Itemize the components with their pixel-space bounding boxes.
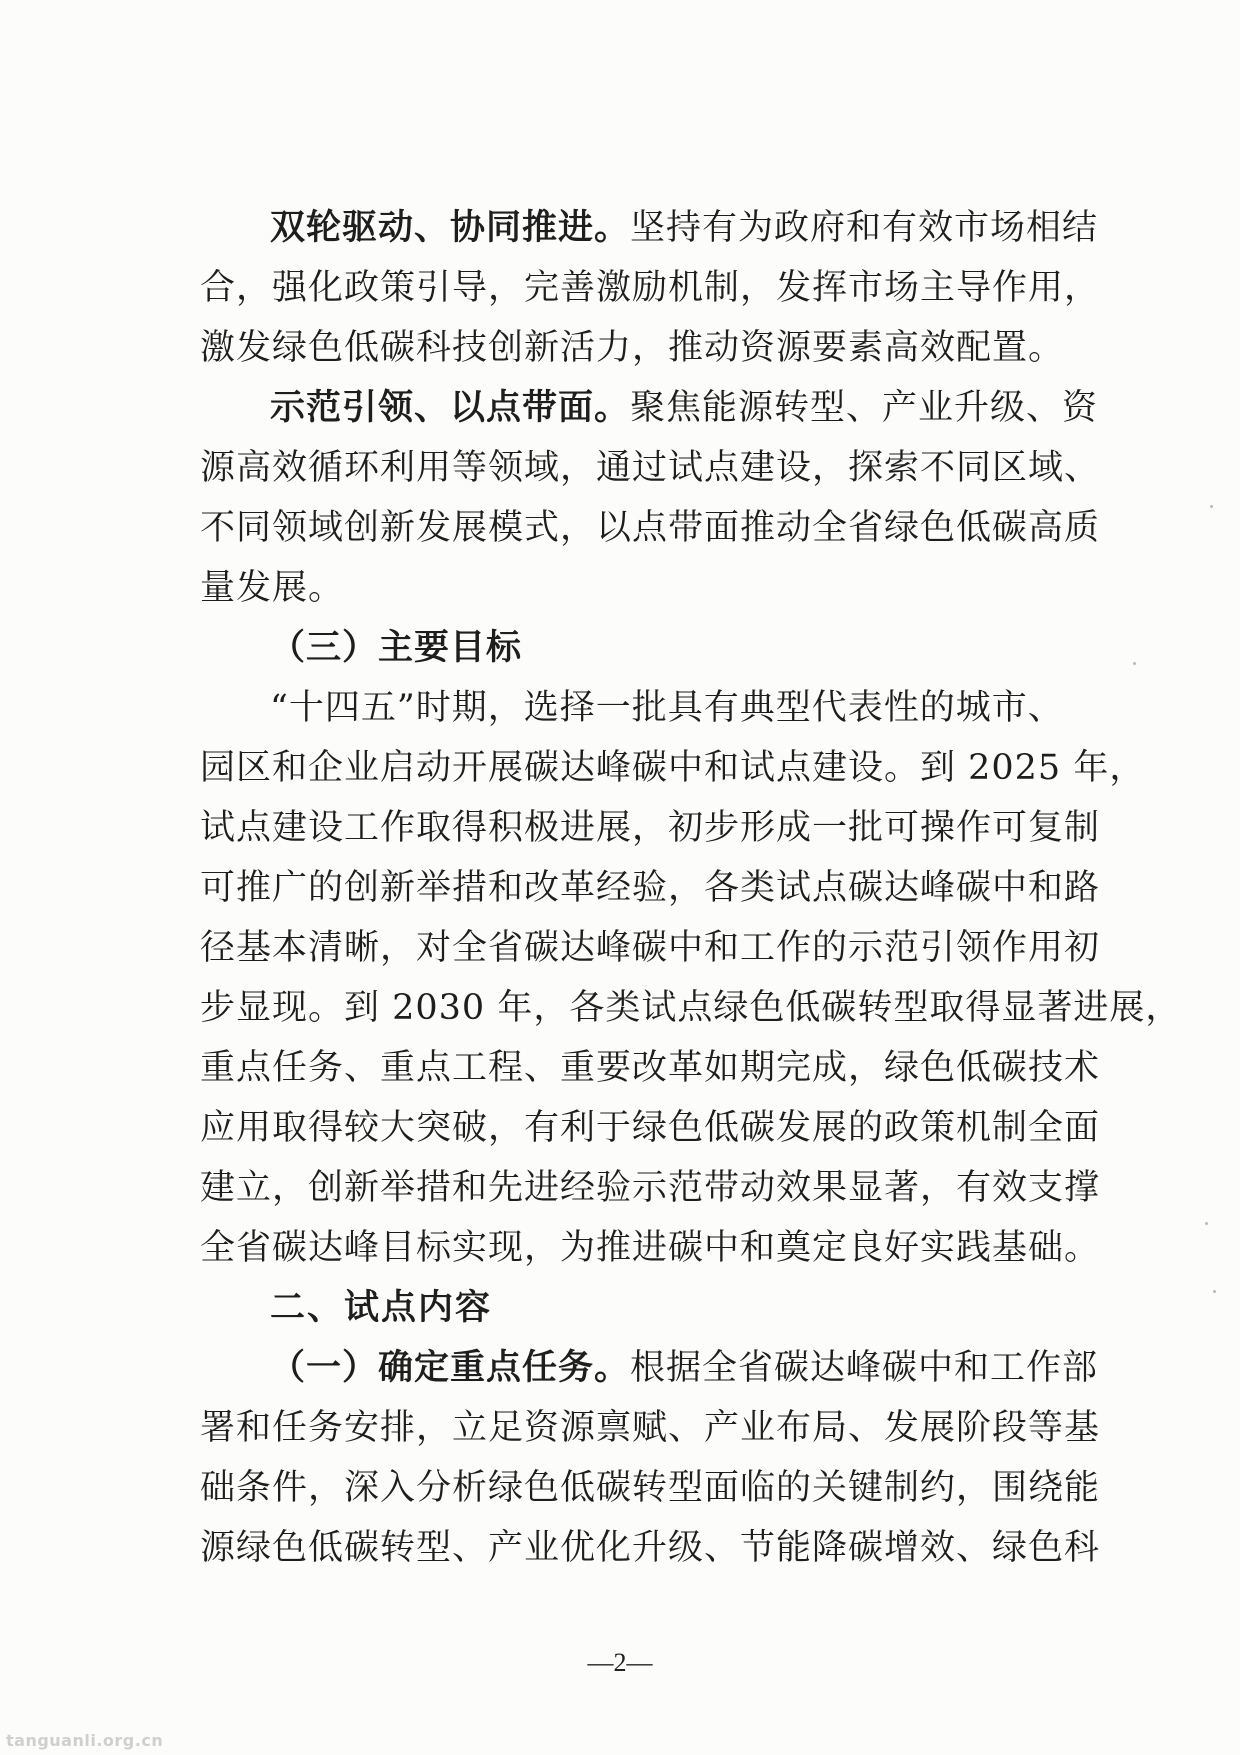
text-line: 署和任务安排，立足资源禀赋、产业布局、发展阶段等基 (200, 1408, 1101, 1448)
text-line: 可推广的创新举措和改革经验，各类试点碳达峰碳中和路 (200, 868, 1101, 908)
page-number: —2— (587, 1648, 653, 1677)
text-line: 量发展。 (200, 568, 345, 608)
text-line: 不同领域创新发展模式，以点带面推动全省绿色低碳高质 (200, 508, 1101, 548)
scan-speck (1213, 1290, 1216, 1293)
watermark: tanguanli.org.cn (6, 1731, 164, 1750)
text-line: 应用取得较大突破，有利于绿色低碳发展的政策机制全面 (200, 1108, 1101, 1148)
scan-speck (1210, 505, 1213, 508)
text-line: 试点建设工作取得积极进展，初步形成一批可操作可复制 (200, 808, 1101, 848)
text-line: 础条件，深入分析绿色低碳转型面临的关键制约，围绕能 (200, 1468, 1101, 1508)
text-line: 双轮驱动、协同推进。坚持有为政府和有效市场相结 (270, 207, 1099, 248)
paragraph-lead: 双轮驱动、协同推进。 (270, 207, 631, 248)
paragraph-dual-drive (200, 198, 1101, 378)
document-body (200, 198, 1182, 1578)
text-line: 径基本清晰，对全省碳达峰碳中和工作的示范引领作用初 (200, 928, 1101, 968)
text-line: 源高效循环利用等领域，通过试点建设，探索不同区域、 (200, 448, 1101, 488)
subheading-main-goals: （三）主要目标 (270, 627, 523, 668)
text-line: 合，强化政策引导，完善激励机制，发挥市场主导作用， (200, 268, 1101, 308)
text-line: “十四五”时期，选择一批具有典型代表性的城市、 (270, 688, 1064, 728)
paragraph-lead: （一）确定重点任务。 (270, 1347, 631, 1388)
paragraph-demonstration (200, 378, 1101, 618)
text-line: 源绿色低碳转型、产业优化升级、节能降碳增效、绿色科 (200, 1528, 1101, 1568)
paragraph-goals (200, 678, 1182, 1278)
text-line: （一）确定重点任务。根据全省碳达峰碳中和工作部 (270, 1347, 1099, 1388)
text-line: 步显现。到 2030 年，各类试点绿色低碳转型取得显著进展， (200, 988, 1182, 1028)
text-line: 建立，创新举措和先进经验示范带动效果显著，有效支撑 (200, 1168, 1101, 1208)
text-line: 示范引领、以点带面。聚焦能源转型、产业升级、资 (270, 387, 1099, 428)
text-line: 激发绿色低碳科技创新活力，推动资源要素高效配置。 (200, 328, 1065, 368)
text-line: 全省碳达峰目标实现，为推进碳中和奠定良好实践基础。 (200, 1228, 1101, 1268)
paragraph-lead: 示范引领、以点带面。 (270, 387, 631, 428)
text-line: 园区和企业启动开展碳达峰碳中和试点建设。到 2025 年， (200, 748, 1146, 788)
section-heading-pilot-content: 二、试点内容 (270, 1288, 493, 1328)
text-line: 重点任务、重点工程、重要改革如期完成，绿色低碳技术 (200, 1048, 1101, 1088)
scan-speck (1133, 662, 1136, 665)
scan-speck (1205, 1222, 1208, 1225)
paragraph-key-tasks (200, 1338, 1101, 1578)
